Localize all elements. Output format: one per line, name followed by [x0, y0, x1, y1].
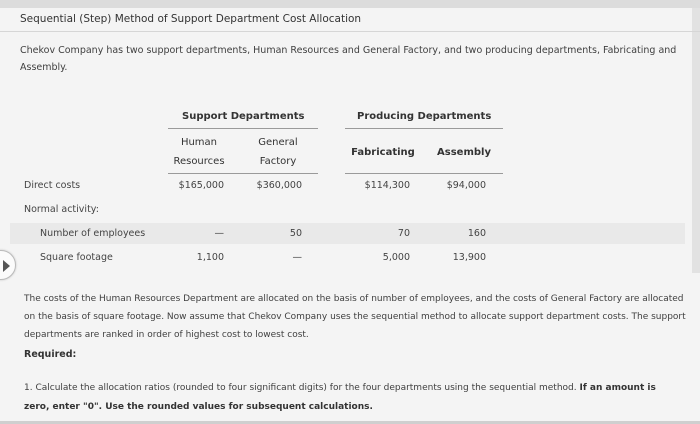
cell-direct-costs-hr: $165,000 [178, 180, 224, 191]
row-label-direct-costs: Direct costs [24, 180, 81, 191]
page-title: Sequential (Step) Method of Support Department Cost Allocation [20, 13, 362, 25]
required-label: Required: [24, 349, 77, 360]
intro-text: Chekov Company has two support departments, Human Resources and General Factory, and two producing departments, Fabricating and Assembly. [20, 45, 677, 73]
col-header-factory: Factory [259, 156, 297, 167]
cell-employees-hr: — [214, 228, 224, 239]
cell-square-footage-gf: — [292, 252, 302, 263]
row-label-square-footage: Square footage [40, 252, 113, 263]
cell-employees-gf: 50 [289, 228, 302, 239]
cell-employees-asm: 160 [467, 228, 486, 239]
cell-employees-fab: 70 [397, 228, 410, 239]
producing-departments-heading: Producing Departments [357, 111, 492, 122]
chevron-right-icon [3, 260, 10, 272]
expand-panel-button[interactable] [0, 250, 16, 280]
cell-direct-costs-gf: $360,000 [256, 180, 302, 191]
header-divider [0, 31, 700, 32]
allocation-description: The costs of the Human Resources Department are allocated on the basis of number of employees, and the costs of General Factory are allocated on the basis of square footage. Now assume that Chekov Company uses the sequential method to allocate support department costs. The support departments are ranked in order of highest cost to lowest cost. [24, 294, 686, 340]
row-label-normal-activity: Normal activity: [24, 204, 99, 215]
cell-square-footage-hr: 1,100 [196, 252, 224, 263]
top-strip [0, 0, 700, 8]
question-1-text: 1. Calculate the allocation ratios (rounded to four significant digits) for the four departments using the sequential method. [24, 383, 577, 393]
producing-columns-rule [345, 173, 503, 174]
cell-square-footage-fab: 5,000 [382, 252, 410, 263]
col-header-assembly: Assembly [437, 147, 491, 158]
vertical-scrollbar[interactable] [692, 8, 700, 273]
cell-direct-costs-fab: $114,300 [364, 180, 410, 191]
support-heading-rule [168, 128, 318, 129]
question-1-instruction: If an amount is zero, enter "0". Use the rounded values for subsequent calculations. [24, 383, 656, 412]
question-1 [24, 379, 664, 417]
row-label-employees: Number of employees [40, 228, 146, 239]
support-columns-rule [168, 173, 318, 174]
col-header-resources: Resources [173, 156, 225, 167]
col-header-fabricating: Fabricating [351, 147, 415, 158]
producing-heading-rule [345, 128, 503, 129]
col-header-general: General [258, 137, 298, 148]
cell-square-footage-asm: 13,900 [452, 252, 486, 263]
col-header-human: Human [180, 137, 218, 148]
cell-direct-costs-asm: $94,000 [446, 180, 486, 191]
support-departments-heading: Support Departments [182, 111, 305, 122]
